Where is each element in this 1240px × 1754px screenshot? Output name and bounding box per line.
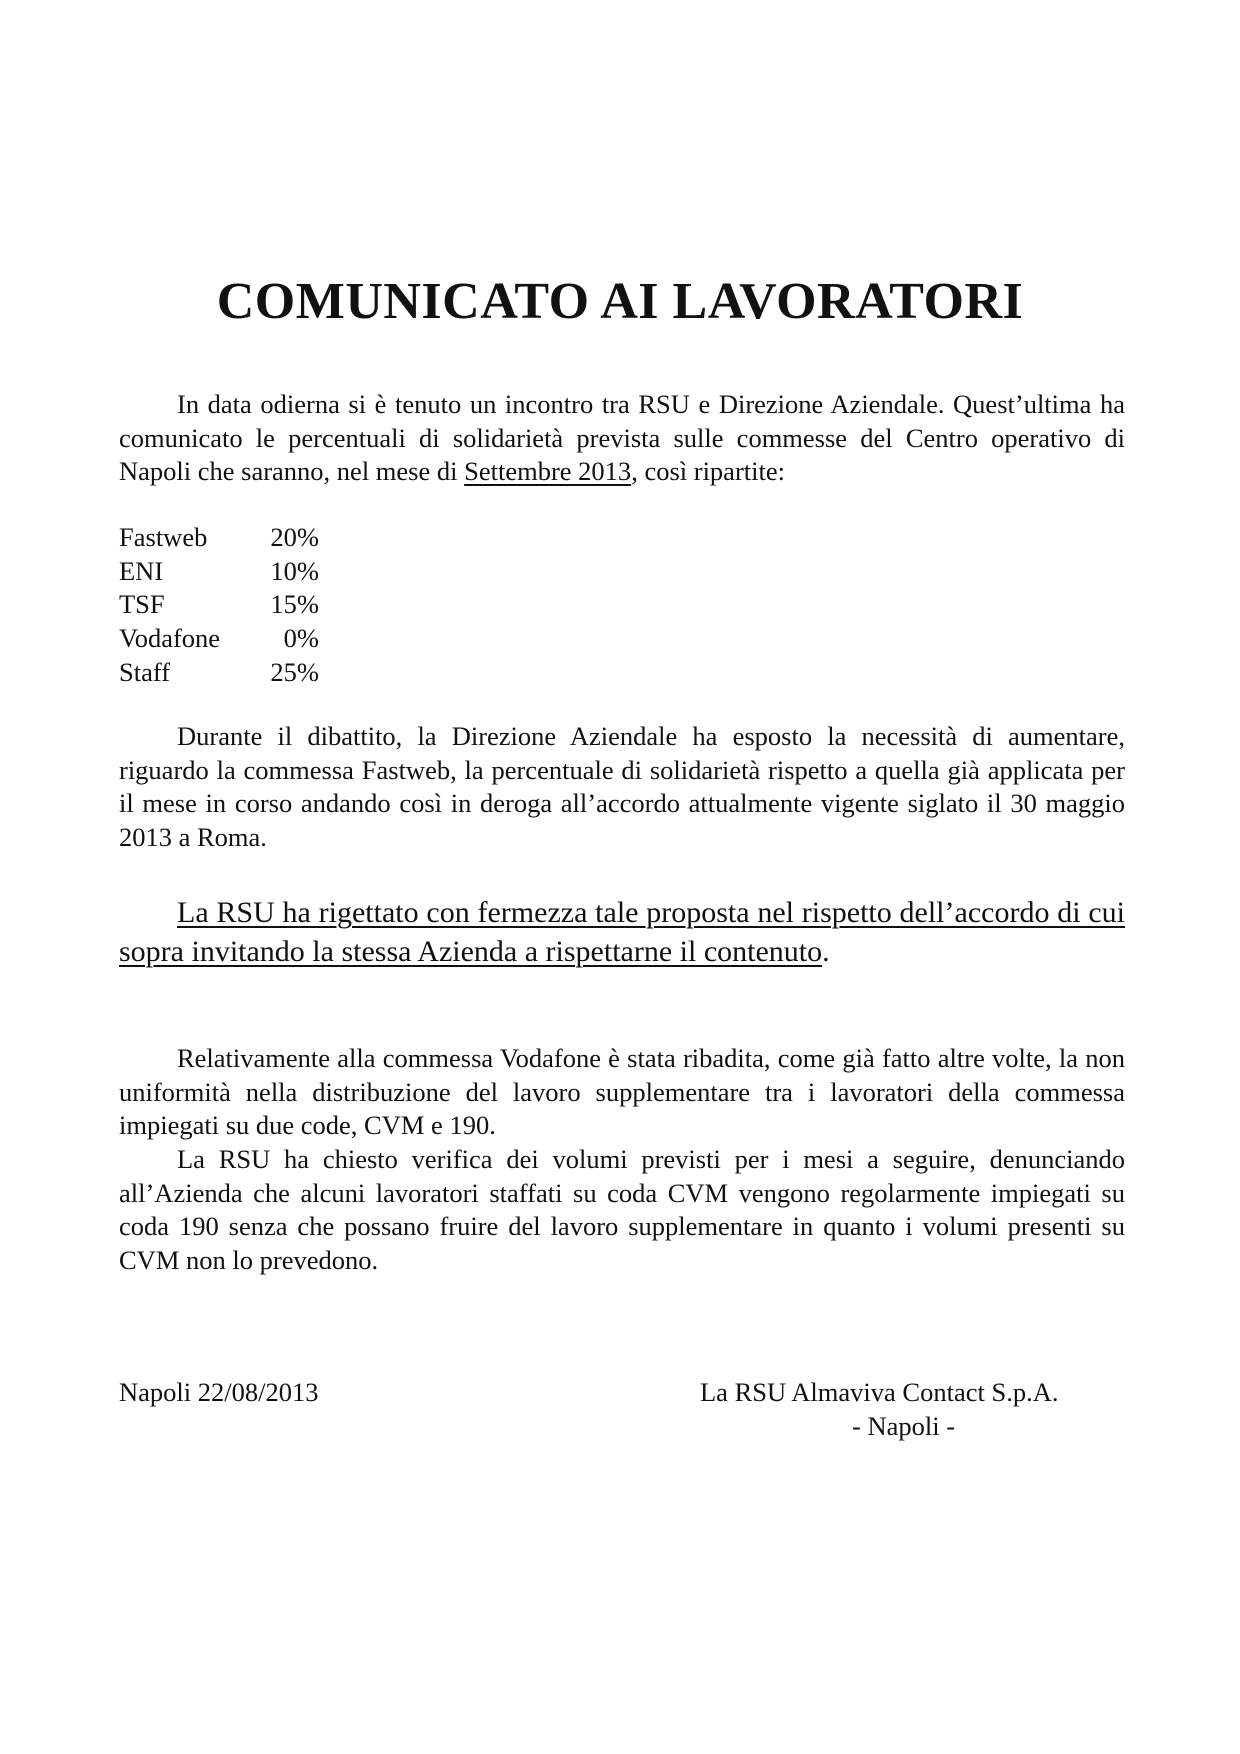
intro-text: In data odierna si è tenuto un incontro tra RSU e Direzione Aziendale. Quest’ultima ha comunicato le percentuali di solidarietà prevista sulle commesse del Centro operativo di Napoli che saranno, nel mese di xyxy=(119,389,1125,487)
allocation-value: 0% xyxy=(283,623,319,654)
place-date: Napoli 22/08/2013 xyxy=(119,1377,319,1407)
allocation-name: Staff xyxy=(119,656,171,687)
allocation-value: 10% xyxy=(270,555,319,586)
verification-paragraph: La RSU ha chiesto verifica dei volumi previsti per i mesi a seguire, denunciando all’Azienda che alcuni lavoratori staffati su coda CVM vengono regolarmente impiegati su coda 190 senza che possano fruire del lavoro supplementare in quanto i volumi presenti su CVM non lo prevedono. xyxy=(119,1144,1125,1276)
document-title: COMUNICATO AI LAVORATORI xyxy=(216,273,1024,330)
intro-paragraph xyxy=(119,388,1125,489)
allocation-name: Fastweb xyxy=(119,522,208,552)
allocation-row xyxy=(119,521,459,555)
allocation-row xyxy=(119,656,459,690)
vodafone-paragraph: Relativamente alla commessa Vodafone è stata ribadita, come già fatto altre volte, la non uniformità nella distribuzione del lavoro supplementare tra i lavoratori della commessa impiegati su due code, CVM e 190. xyxy=(119,1043,1125,1141)
allocation-name: TSF xyxy=(119,589,165,620)
rejection-text: La RSU ha rigettato con fermezza tale proposta nel rispetto dell’accordo di cui sopra invitando la stessa Azienda a rispettarne il contenuto xyxy=(119,896,1125,968)
debate-paragraph: Durante il dibattito, la Direzione Aziendale ha esposto la necessità di aumentare, riguardo la commessa Fastweb, la percentuale di solidarietà rispetto a quella già applicata per il mese in corso andando così in deroga all’accordo attualmente vigente siglato il 30 maggio 2013 a Roma. xyxy=(119,721,1125,853)
allocation-row xyxy=(119,622,459,656)
allocation-name: ENI xyxy=(119,555,164,586)
intro-text-end: , così ripartite: xyxy=(631,456,785,487)
allocation-row xyxy=(119,555,459,589)
intro-date: Settembre 2013 xyxy=(464,456,632,487)
allocation-value: 25% xyxy=(270,656,319,687)
signature-block xyxy=(700,1376,1160,1443)
rejection-paragraph xyxy=(119,893,1125,971)
rejection-ending: . xyxy=(822,935,830,968)
allocation-row xyxy=(119,588,459,622)
signature-organization: La RSU Almaviva Contact S.p.A. xyxy=(700,1377,1059,1407)
allocation-value: 20% xyxy=(270,522,319,552)
allocation-name: Vodafone xyxy=(119,623,221,654)
signature-city: - Napoli - xyxy=(852,1410,956,1441)
allocation-list xyxy=(119,521,459,689)
allocation-value: 15% xyxy=(270,589,319,620)
